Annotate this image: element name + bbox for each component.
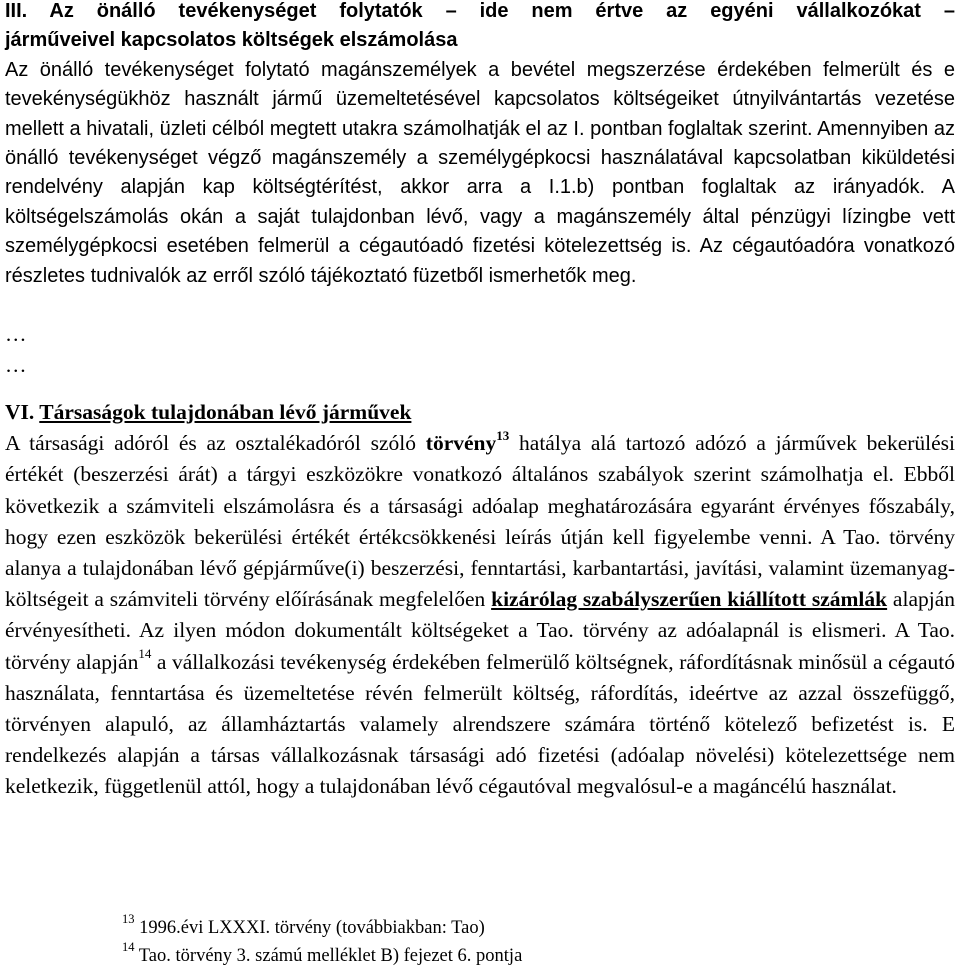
footnote-13-text: 1996.évi LXXXI. törvény (továbbiakban: Tao) [139,918,485,938]
section-6-number: VI. [5,400,35,424]
footnote-13-number: 13 [122,911,135,926]
section-3-sentence-2: Amennyiben az önálló tevékenységet végző magánszemély a személygépkocsi használatával kapcsolatban kiküldetési rendelvény alapján kap költségtérítést, akkor arra a I.1.b) pontban foglaltak az irányadók. [5,117,955,199]
section-3-sentence-4: Az cégautóadóra vonatkozó részletes tudnivalók az erről szóló tájékoztató füzetből ismerhetők meg. [5,235,956,287]
section-3-sentence-1: Az önálló tevékenységet folytató magánszemélyek a bevétel megszerzése érdekében felmerült és e tevekénységükhöz használt jármű üzemeltetésével kapcsolatos költségeiket útnyilvántartás vezetése mellett a hivatali, üzleti célból megtett utakra számolhatják el az I. pontban foglaltak szerint. [5,58,955,140]
law-reference-bold: törvény [425,431,497,456]
section-6-heading: Társaságok tulajdonában lévő járművek [39,400,412,424]
footnotes [122,911,523,970]
section-6 [5,397,955,803]
ellipsis-line-2: … [5,353,27,377]
section-6-title [5,397,955,428]
section-6-text-1: A társasági adóról és az osztalékadóról szóló [5,431,416,456]
section-6-text-2: hatálya alá tartozó adózó a járművek bekerülési értékét (beszerzési árát) a tárgyi eszközökre vonatkozó általános szabályok szerint számolhatja el. Ebből következik a számviteli elszámolásra és a társasági adóalap meghatározására egyaránt érvényes főszabály, hogy ezen eszközök bekerülési értékét értékcsökkenési leírás útján kell figyelembe venni. A Tao. törvény alanya a tulajdonában lévő gépjárműve(i) beszerzési, fenntartási, karbantartási, javítási, valamint üzemanyag-költségeit a számviteli törvény előírásának megfelelően [5,431,956,612]
invoice-requirement-emphasis: kizárólag szabályszerűen kiállított számlák [491,587,888,612]
section-3-title-line1: III. Az önálló tevékenységet folytatók – ide nem értve az egyéni vállalkozókat – [5,0,955,22]
section-3-sentence-3: A költségelszámolás okán a saját tulajdonban lévő, vagy a magánszemély által pénzügyi lízingbe vett személygépkocsi esetében felmerül a cégautóadó fizetési kötelezettség is. [5,176,955,258]
footnote-14-text: Tao. törvény 3. számú melléklet B) fejezet 6. pontja [138,946,523,966]
section-3-paragraph [5,56,955,291]
footnote-ref-13: 13 [496,428,510,444]
section-3-title-line2: járműveivel kapcsolatos költségek elszámolása [5,29,458,52]
footnote-14-number: 14 [122,939,135,954]
footnote-ref-14: 14 [138,646,152,662]
footnote-14 [122,939,523,970]
section-6-text-4: a vállalkozási tevékenység érdekében felmerülő költségnek, ráfordításnak minősül a cégautó használata, fenntartása és üzemeltetése révén felmerült költség, ráfordítás, ideértve az azzal összefüggő, törvényen alapuló, az államháztartás valamely alrendszere számára történő kötelező befizetést is. E rendelkezés alapján a társas vállalkozásnak társasági adó fizetési (adóalap növelési) kötelezettsége nem keletkezik, függetlenül attól, hogy a tulajdonában lévő cégautóval megvalósul-e a magáncélú használat. [5,649,955,799]
section-3 [5,0,955,294]
section-6-text-3: alapján érvényesítheti. Az ilyen módon dokumentált költségeket a Tao. törvény az adóalapnál is elismeri. A Tao. törvény alapján [5,587,955,674]
footnote-13 [122,911,522,942]
section-6-paragraph [5,428,955,802]
ellipsis-line-1: … [5,322,27,346]
